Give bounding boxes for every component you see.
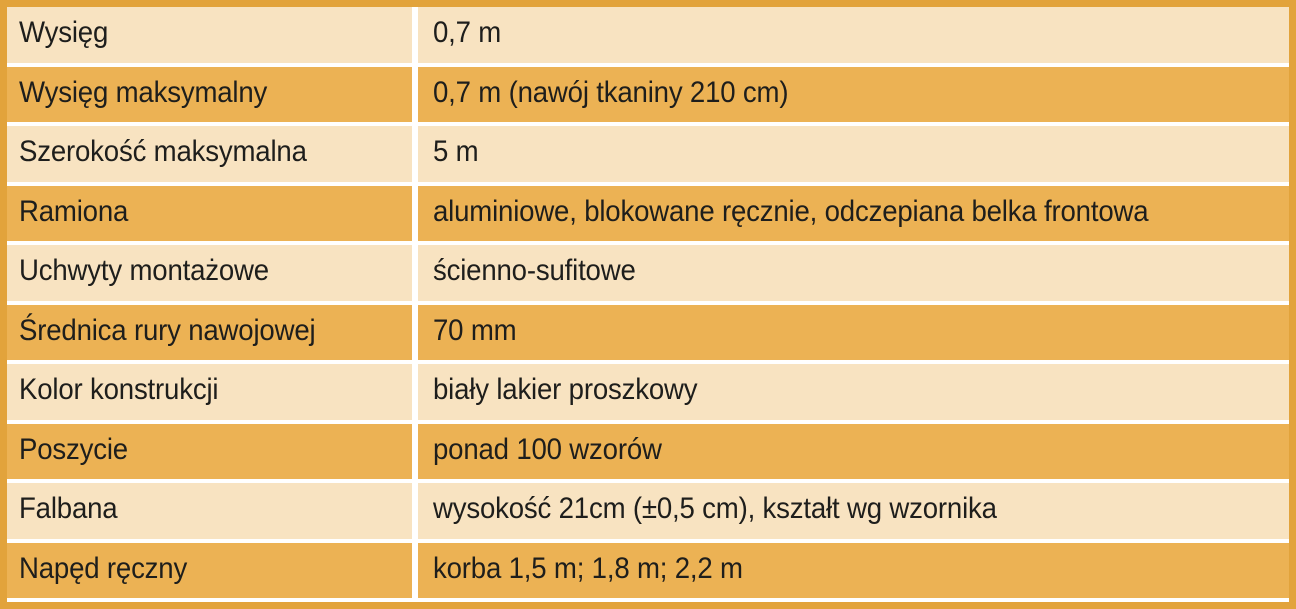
spec-value-cell (418, 424, 1289, 480)
spec-label: Poszycie (19, 432, 128, 466)
spec-label: Napęd ręczny (19, 551, 188, 585)
spec-label-cell (7, 67, 418, 123)
spec-value-cell (418, 364, 1289, 420)
spec-value: 0,7 m (433, 16, 502, 50)
spec-value: 70 mm (433, 313, 517, 347)
table-row (7, 364, 1289, 424)
spec-label-cell (7, 543, 418, 599)
table-row (7, 126, 1289, 186)
spec-value-cell (418, 186, 1289, 242)
spec-value-cell (418, 67, 1289, 123)
table-row (7, 424, 1289, 484)
spec-label: Średnica rury nawojowej (19, 313, 316, 347)
spec-label: Szerokość maksymalna (19, 135, 307, 169)
spec-value-cell (418, 126, 1289, 182)
table-row (7, 305, 1289, 365)
spec-label-cell (7, 126, 418, 182)
spec-label-cell (7, 364, 418, 420)
spec-value: aluminiowe, blokowane ręcznie, odczepiana belka frontowa (433, 194, 1149, 228)
spec-value-cell (418, 245, 1289, 301)
spec-label-cell (7, 245, 418, 301)
table-row (7, 245, 1289, 305)
spec-label: Wysięg maksymalny (19, 75, 268, 109)
spec-value: korba 1,5 m; 1,8 m; 2,2 m (433, 551, 743, 585)
table-row (7, 67, 1289, 127)
table-row (7, 7, 1289, 67)
spec-value: 0,7 m (nawój tkaniny 210 cm) (433, 75, 789, 109)
spec-label-cell (7, 424, 418, 480)
spec-value-cell (418, 483, 1289, 539)
spec-label: Uchwyty montażowe (19, 254, 269, 288)
spec-value: ponad 100 wzorów (433, 432, 662, 466)
spec-label: Kolor konstrukcji (19, 373, 219, 407)
spec-value: biały lakier proszkowy (433, 373, 698, 407)
spec-label-cell (7, 7, 418, 63)
spec-label: Falbana (19, 492, 118, 526)
spec-value-cell (418, 543, 1289, 599)
spec-label-cell (7, 305, 418, 361)
spec-label-cell (7, 483, 418, 539)
spec-label: Wysięg (19, 16, 109, 50)
spec-value: wysokość 21cm (±0,5 cm), kształt wg wzornika (433, 492, 997, 526)
spec-value: ścienno-sufitowe (433, 254, 636, 288)
spec-label: Ramiona (19, 194, 129, 228)
spec-value-cell (418, 7, 1289, 63)
table-row (7, 186, 1289, 246)
spec-label-cell (7, 186, 418, 242)
table-row (7, 543, 1289, 603)
spec-value-cell (418, 305, 1289, 361)
spec-value: 5 m (433, 135, 479, 169)
table-row (7, 483, 1289, 543)
